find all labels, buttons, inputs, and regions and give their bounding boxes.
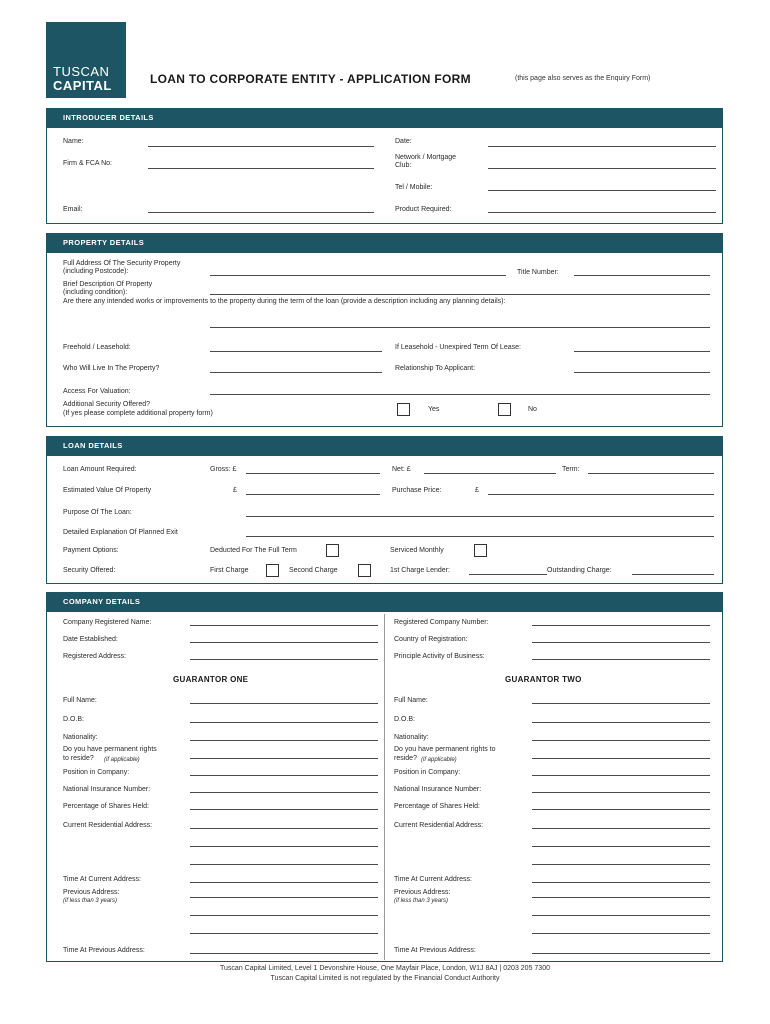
g1-previous-field-1[interactable] — [190, 897, 378, 898]
g2-full-name-label: Full Name: — [394, 697, 428, 704]
reg-address-field[interactable] — [190, 659, 378, 660]
g1-current-address-field-2[interactable] — [190, 846, 378, 847]
g2-dob-label: D.O.B: — [394, 716, 416, 723]
address-label-2: (including Postcode): — [63, 268, 129, 275]
g2-position-label: Position in Company: — [394, 769, 461, 776]
first-lender-field[interactable] — [469, 574, 547, 575]
g1-reside-label-1: Do you have permanent rights — [63, 746, 157, 753]
product-field[interactable] — [488, 212, 716, 213]
g1-reside-note: (if applicable) — [104, 757, 140, 763]
established-field[interactable] — [190, 642, 378, 643]
established-label: Date Established: — [63, 636, 118, 643]
net-field[interactable] — [424, 473, 556, 474]
second-charge-label: Second Charge — [289, 567, 338, 574]
g1-previous-label: Previous Address: — [63, 889, 120, 896]
g2-current-address-label: Current Residential Address: — [394, 822, 484, 829]
relationship-field[interactable] — [574, 372, 710, 373]
g2-dob-field[interactable] — [532, 722, 710, 723]
reg-name-label: Company Registered Name: — [63, 619, 152, 626]
email-field[interactable] — [148, 212, 374, 213]
g1-reside-field[interactable] — [190, 758, 378, 759]
deducted-checkbox[interactable] — [326, 544, 339, 557]
network-label-2: Club: — [395, 162, 412, 169]
g2-current-address-field-2[interactable] — [532, 846, 710, 847]
value-pound: £ — [233, 487, 237, 494]
introducer-section — [46, 128, 723, 224]
loan-section-header: LOAN DETAILS — [46, 436, 723, 456]
g1-nationality-label: Nationality: — [63, 734, 98, 741]
email-label: Email: — [63, 206, 83, 213]
network-field[interactable] — [488, 168, 716, 169]
g1-shares-field[interactable] — [190, 809, 378, 810]
form-title: LOAN TO CORPORATE ENTITY - APPLICATION FORM — [150, 72, 471, 86]
tenure-field[interactable] — [210, 351, 382, 352]
purpose-label: Purpose Of The Loan: — [63, 509, 132, 516]
g1-position-field[interactable] — [190, 775, 378, 776]
reg-address-label: Registered Address: — [63, 653, 127, 660]
g2-reside-field[interactable] — [532, 758, 710, 759]
column-divider — [384, 614, 385, 960]
payment-label: Payment Options: — [63, 547, 119, 554]
footer-regulation: Tuscan Capital Limited is not regulated by the Financial Conduct Authority — [270, 975, 500, 982]
g2-nationality-field[interactable] — [532, 740, 710, 741]
outstanding-field[interactable] — [632, 574, 714, 575]
g2-ni-field[interactable] — [532, 792, 710, 793]
country-label: Country of Registration: — [394, 636, 468, 643]
g1-dob-field[interactable] — [190, 722, 378, 723]
g2-time-current-label: Time At Current Address: — [394, 876, 472, 883]
guarantor-two-heading: GUARANTOR TWO — [505, 675, 582, 684]
firm-field[interactable] — [148, 168, 374, 169]
g1-ni-label: National Insurance Number: — [63, 786, 151, 793]
live-in-label: Who Will Live In The Property? — [63, 365, 160, 372]
g2-previous-label: Previous Address: — [394, 889, 451, 896]
brief-field[interactable] — [210, 294, 710, 295]
estimated-value-field[interactable] — [246, 494, 380, 495]
exit-field[interactable] — [246, 536, 714, 537]
relationship-label: Relationship To Applicant: — [395, 365, 476, 372]
second-charge-checkbox[interactable] — [358, 564, 371, 577]
tel-field[interactable] — [488, 190, 716, 191]
security-label: Security Offered: — [63, 567, 116, 574]
additional-label-2: (If yes please complete additional property form) — [63, 410, 213, 417]
no-label: No — [528, 406, 537, 413]
g2-position-field[interactable] — [532, 775, 710, 776]
g2-reside-note: (if applicable) — [421, 757, 457, 763]
g1-full-name-field[interactable] — [190, 703, 378, 704]
gross-label: Gross: £ — [210, 466, 237, 473]
brief-label-2: (including condition): — [63, 289, 128, 296]
reg-number-label: Registered Company Number: — [394, 619, 489, 626]
g2-nationality-label: Nationality: — [394, 734, 429, 741]
term-field[interactable] — [588, 473, 714, 474]
live-in-field[interactable] — [210, 372, 382, 373]
lease-term-field[interactable] — [574, 351, 710, 352]
date-field[interactable] — [488, 146, 716, 147]
reg-number-field[interactable] — [532, 625, 710, 626]
title-number-field[interactable] — [574, 275, 710, 276]
serviced-checkbox[interactable] — [474, 544, 487, 557]
estimated-value-label: Estimated Value Of Property — [63, 487, 152, 494]
g1-shares-label: Percentage of Shares Held: — [63, 803, 149, 810]
g1-current-address-label: Current Residential Address: — [63, 822, 153, 829]
g1-time-current-field[interactable] — [190, 882, 378, 883]
g1-nationality-field[interactable] — [190, 740, 378, 741]
network-label-1: Network / Mortgage — [395, 154, 457, 161]
country-field[interactable] — [532, 642, 710, 643]
activity-field[interactable] — [532, 659, 710, 660]
g1-reside-label-2: to reside? — [63, 755, 94, 762]
access-field[interactable] — [210, 394, 710, 395]
net-label: Net: £ — [392, 466, 411, 473]
tel-label: Tel / Mobile: — [395, 184, 433, 191]
brief-label-1: Brief Description Of Property — [63, 281, 153, 288]
address-field[interactable] — [210, 275, 506, 276]
first-charge-label: First Charge — [210, 567, 249, 574]
logo-line-1: TUSCAN — [53, 64, 110, 79]
purchase-price-label: Purchase Price: — [392, 487, 442, 494]
activity-label: Principle Activity of Business: — [394, 653, 485, 660]
footer-address: Tuscan Capital Limited, Level 1 Devonshire House, One Mayfair Place, London, W1J 8AJ | 0203 205 7300 — [220, 965, 550, 972]
reg-name-field[interactable] — [190, 625, 378, 626]
g2-current-address-field-3[interactable] — [532, 864, 710, 865]
yes-label: Yes — [428, 406, 440, 413]
address-label-1: Full Address Of The Security Property — [63, 260, 181, 267]
name-field[interactable] — [148, 146, 374, 147]
g1-full-name-label: Full Name: — [63, 697, 97, 704]
purchase-price-field[interactable] — [488, 494, 714, 495]
date-label: Date: — [395, 138, 412, 145]
g2-time-previous-label: Time At Previous Address: — [394, 947, 476, 954]
g1-time-previous-label: Time At Previous Address: — [63, 947, 145, 954]
g2-full-name-field[interactable] — [532, 703, 710, 704]
product-label: Product Required: — [395, 206, 452, 213]
guarantor-one-heading: GUARANTOR ONE — [173, 675, 249, 684]
g2-previous-field-2[interactable] — [532, 915, 710, 916]
g2-time-previous-field[interactable] — [532, 953, 710, 954]
g1-previous-note: (if less than 3 years) — [63, 898, 118, 904]
tenure-label: Freehold / Leasehold: — [63, 344, 131, 351]
additional-yes-checkbox[interactable] — [397, 403, 410, 416]
lease-term-label: If Leasehold - Unexpired Term Of Lease: — [395, 344, 521, 351]
g1-position-label: Position in Company: — [63, 769, 130, 776]
first-charge-checkbox[interactable] — [266, 564, 279, 577]
term-label: Term: — [562, 466, 580, 473]
g1-time-previous-field[interactable] — [190, 953, 378, 954]
additional-no-checkbox[interactable] — [498, 403, 511, 416]
g2-previous-field-3[interactable] — [532, 933, 710, 934]
first-lender-label: 1st Charge Lender: — [390, 567, 450, 574]
gross-field[interactable] — [246, 473, 380, 474]
outstanding-label: Outstanding Charge: — [547, 567, 612, 574]
company-logo — [46, 22, 126, 98]
g1-dob-label: D.O.B: — [63, 716, 85, 723]
property-section-header: PROPERTY DETAILS — [46, 233, 723, 253]
serviced-label: Serviced Monthly — [390, 547, 444, 554]
g2-reside-label-1: Do you have permanent rights to — [394, 746, 496, 753]
access-label: Access For Valuation: — [63, 388, 131, 395]
deducted-label: Deducted For The Full Term — [210, 547, 297, 554]
g2-previous-field-1[interactable] — [532, 897, 710, 898]
g1-ni-field[interactable] — [190, 792, 378, 793]
g2-current-address-field-1[interactable] — [532, 828, 710, 829]
title-number-label: Title Number: — [517, 269, 559, 276]
loan-section — [46, 456, 723, 584]
g1-previous-field-3[interactable] — [190, 933, 378, 934]
purpose-field[interactable] — [246, 516, 714, 517]
purchase-pound: £ — [475, 487, 479, 494]
name-label: Name: — [63, 138, 84, 145]
g2-reside-label-2: reside? — [394, 755, 417, 762]
exit-label: Detailed Explanation Of Planned Exit — [63, 529, 178, 536]
g1-current-address-field-1[interactable] — [190, 828, 378, 829]
logo-line-2: CAPITAL — [53, 78, 112, 93]
works-label: Are there any intended works or improvements to the property during the term of the loan (provide a description including any planning details): — [63, 298, 506, 305]
additional-label-1: Additional Security Offered? — [63, 401, 151, 408]
g2-previous-note: (if less than 3 years) — [394, 898, 449, 904]
form-subtitle: (this page also serves as the Enquiry Form) — [515, 75, 651, 82]
company-section-header: COMPANY DETAILS — [46, 592, 723, 612]
introducer-section-header: INTRODUCER DETAILS — [46, 108, 723, 128]
g1-current-address-field-3[interactable] — [190, 864, 378, 865]
g2-time-current-field[interactable] — [532, 882, 710, 883]
g1-time-current-label: Time At Current Address: — [63, 876, 141, 883]
g2-shares-field[interactable] — [532, 809, 710, 810]
firm-label: Firm & FCA No: — [63, 160, 113, 167]
g2-ni-label: National Insurance Number: — [394, 786, 482, 793]
g1-previous-field-2[interactable] — [190, 915, 378, 916]
g2-shares-label: Percentage of Shares Held: — [394, 803, 480, 810]
works-field[interactable] — [210, 327, 710, 328]
loan-amount-label: Loan Amount Required: — [63, 466, 137, 473]
